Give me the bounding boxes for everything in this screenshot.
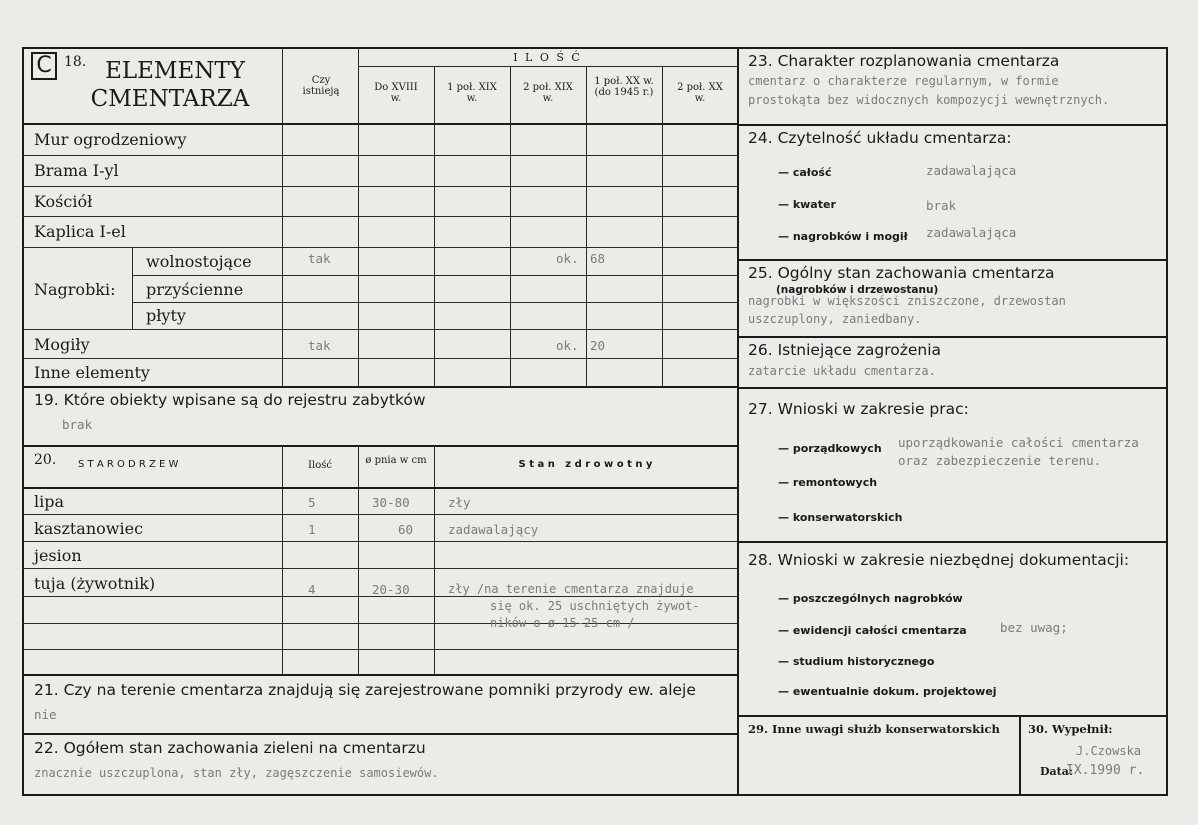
s22-value: znacznie uszczuplona, stan zły, zagęszczenie samosiewów. xyxy=(34,766,439,780)
s21-title: 21. Czy na terenie cmentarza znajdują się zarejestrowane pomniki przyrody ew. aleje xyxy=(34,681,696,699)
wolnostojace-exists: tak xyxy=(308,251,331,266)
col-line xyxy=(586,66,587,386)
col-line xyxy=(434,445,435,674)
col-1pol-xix: 1 poł. XIX w. xyxy=(447,82,497,104)
s26-title: 26. Istniejące zagrożenia xyxy=(748,341,942,359)
row-line xyxy=(737,259,1168,261)
row-line xyxy=(22,358,737,359)
row-line xyxy=(358,66,737,67)
s22-title: 22. Ogółem stan zachowania zieleni na cmentarzu xyxy=(34,739,426,757)
lipa-qty: 5 xyxy=(308,495,316,510)
s28-item-nagrobkow: — poszczególnych nagrobków xyxy=(778,592,963,605)
ilosc-header: I L O Ś Ć xyxy=(513,51,582,64)
row-line xyxy=(22,733,737,735)
tree-lipa: lipa xyxy=(34,492,65,511)
row-inne: Inne elementy xyxy=(34,363,150,382)
row-line xyxy=(22,216,737,217)
s30-title: 30. Wypełnił: xyxy=(1028,722,1113,736)
s30-date-label: Data: xyxy=(1040,765,1073,778)
kasztan-qty: 1 xyxy=(308,522,316,537)
s27-value-1: uporządkowanie całości cmentarza xyxy=(898,435,1139,450)
s20-no: 20. xyxy=(34,452,57,468)
s25-line2: uszczuplony, zaniedbany. xyxy=(748,312,922,326)
col-line xyxy=(1019,715,1021,796)
s20-title: S T A R O D R Z E W xyxy=(78,459,179,470)
lipa-state: zły xyxy=(448,495,471,510)
tree-jesion: jesion xyxy=(34,546,82,565)
kasztan-state: zadawalający xyxy=(448,522,539,537)
mogily-exists: tak xyxy=(308,338,331,353)
row-line xyxy=(737,387,1168,389)
tuja-state-2: się ok. 25 uschniętych żywot- xyxy=(490,599,700,613)
s24-value-nagrobkow: zadawalająca xyxy=(926,225,1017,240)
col-line xyxy=(358,445,359,674)
s25-sub: (nagrobków i drzewostanu) xyxy=(776,284,939,296)
row-line xyxy=(22,329,737,330)
s23-line1: cmentarz o charakterze regularnym, w formie xyxy=(748,74,1059,88)
center-divider xyxy=(737,47,739,796)
row-kaplica: Kaplica I-el xyxy=(34,222,126,241)
col-line xyxy=(510,66,511,386)
col-2pol-xix: 2 poł. XIX w. xyxy=(523,82,573,104)
kasztan-diam: 60 xyxy=(398,522,414,537)
s27-item-porzadkowych: — porządkowych xyxy=(778,442,882,455)
s28-item-studium: — studium historycznego xyxy=(778,655,935,668)
s28-item-projektowej: — ewentualnie dokum. projektowej xyxy=(778,685,997,698)
s25-line1: nagrobki w większości zniszczone, drzewostan xyxy=(748,294,1066,308)
row-mur: Mur ogrodzeniowy xyxy=(34,130,187,149)
col-line xyxy=(132,247,133,329)
s24-value-kwater: brak xyxy=(926,198,957,213)
s30-date: IX.1990 r. xyxy=(1066,763,1145,778)
s27-title: 27. Wnioski w zakresie prac: xyxy=(748,400,969,418)
row-line xyxy=(22,568,737,569)
s24-item-nagrobkow: — nagrobków i mogił xyxy=(778,230,908,243)
col-line xyxy=(282,445,283,674)
row-line xyxy=(737,715,1168,717)
s27-item-konserwatorskich: — konserwatorskich xyxy=(778,511,903,524)
row-brama: Brama I-yl xyxy=(34,161,119,180)
row-line xyxy=(22,649,737,650)
c-badge-text: C xyxy=(36,53,52,78)
tree-tuja: tuja (żywotnik) xyxy=(34,574,156,593)
tuja-diam: 20-30 xyxy=(372,582,410,597)
section-title-line1: ELEMENTY xyxy=(105,58,245,84)
row-line xyxy=(737,124,1168,126)
col-2pol-xx: 2 poł. XX w. xyxy=(677,82,723,104)
row-wolnostojace: wolnostojące xyxy=(146,252,252,271)
col-line xyxy=(662,66,663,386)
row-mogily: Mogiły xyxy=(34,335,90,354)
col-line xyxy=(434,66,435,386)
s25-title: 25. Ogólny stan zachowania cmentarza xyxy=(748,264,1055,282)
tuja-qty: 4 xyxy=(308,582,316,597)
row-line xyxy=(22,514,737,515)
mogily-ok: ok. xyxy=(556,338,579,353)
row-line xyxy=(22,155,737,156)
row-nagrobki: Nagrobki: xyxy=(34,280,116,299)
s28-item-ewidencji: — ewidencji całości cmentarza xyxy=(778,624,967,637)
s27-item-remontowych: — remontowych xyxy=(778,476,878,489)
s30-name: J.Czowska xyxy=(1076,744,1142,758)
s21-value: nie xyxy=(34,707,57,722)
s28-title: 28. Wnioski w zakresie niezbędnej dokumentacji: xyxy=(748,551,1130,569)
s23-line2: prostokąta bez widocznych kompozycji wewnętrznych. xyxy=(748,93,1110,107)
row-line xyxy=(22,674,737,676)
section-no: 18. xyxy=(64,54,87,70)
s24-item-calosc: — całość xyxy=(778,166,832,179)
s20-col-stan: S t a n z d r o w o t n y xyxy=(518,459,653,470)
row-line xyxy=(132,302,737,303)
s19-value: brak xyxy=(62,417,93,432)
s24-item-kwater: — kwater xyxy=(778,198,836,211)
tuja-state-1: zły /na terenie cmentarza znajduje xyxy=(448,582,694,596)
s24-value-calosc: zadawalająca xyxy=(926,163,1017,178)
row-plyty: płyty xyxy=(146,306,186,325)
s27-value-2: oraz zabezpieczenie terenu. xyxy=(898,453,1102,468)
s26-value: zatarcie układu cmentarza. xyxy=(748,364,936,378)
section-title-line2: CMENTARZA xyxy=(90,86,250,112)
col-1pol-xx: 1 poł. XX w. (do 1945 r.) xyxy=(594,76,654,98)
s19-title: 19. Które obiekty wpisane są do rejestru zabytków xyxy=(34,391,426,409)
row-line xyxy=(737,336,1168,338)
lipa-diam: 30-80 xyxy=(372,495,410,510)
row-line xyxy=(22,123,737,125)
tuja-state-3: ników o ø 15-25 cm / xyxy=(490,616,635,630)
s24-title: 24. Czytelność układu cmentarza: xyxy=(748,129,1012,147)
row-line xyxy=(22,186,737,187)
wolnostojace-count: 68 xyxy=(590,251,606,266)
row-line xyxy=(22,445,737,447)
row-line xyxy=(132,275,737,276)
row-line xyxy=(22,247,737,248)
row-line xyxy=(22,487,737,489)
s23-title: 23. Charakter rozplanowania cmentarza xyxy=(748,52,1060,70)
c-badge xyxy=(31,52,57,80)
s29-title: 29. Inne uwagi służb konserwatorskich xyxy=(748,722,1000,736)
s20-col-pnia: ø pnia w cm xyxy=(365,455,427,466)
exists-header: Czy istnieją xyxy=(302,75,340,97)
s28-value-ewidencji: bez uwag; xyxy=(1000,620,1068,635)
col-do-xviii: Do XVIII w. xyxy=(374,82,418,104)
tree-kasztanowiec: kasztanowiec xyxy=(34,519,144,538)
mogily-count: 20 xyxy=(590,338,606,353)
row-line xyxy=(22,541,737,542)
row-przyscienne: przyścienne xyxy=(146,280,244,299)
row-line xyxy=(737,541,1168,543)
s20-col-ilosc: Ilość xyxy=(308,460,332,471)
row-kosciol: Kościół xyxy=(34,192,93,211)
row-line xyxy=(22,386,737,388)
wolnostojace-ok: ok. xyxy=(556,251,579,266)
